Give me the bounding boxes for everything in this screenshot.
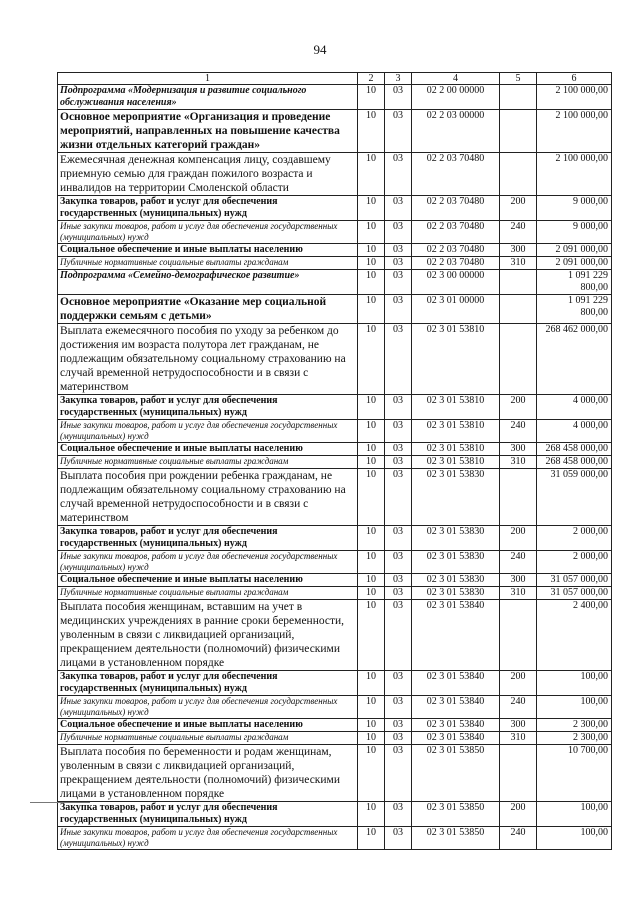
row-target-code: 02 3 01 53850 [412, 827, 500, 850]
row-amount: 31 057 000,00 [537, 587, 612, 600]
row-amount: 2 091 000,00 [537, 257, 612, 270]
row-section: 10 [358, 802, 385, 827]
row-description: Закупка товаров, работ и услуг для обеспечения государственных (муниципальных) нужд [58, 196, 358, 221]
row-description: Основное мероприятие «Оказание мер социальной поддержки семьям с детьми» [58, 295, 358, 324]
row-amount: 100,00 [537, 696, 612, 719]
row-subsection: 03 [385, 600, 412, 671]
table-row [58, 600, 612, 671]
row-description: Подпрограмма «Модернизация и развитие социального обслуживания населения» [58, 85, 358, 110]
row-section: 10 [358, 420, 385, 443]
table-body [58, 85, 612, 850]
row-amount: 268 462 000,00 [537, 324, 612, 395]
row-description: Публичные нормативные социальные выплаты гражданам [58, 257, 358, 270]
row-section: 10 [358, 469, 385, 526]
header-cell-6: 6 [537, 73, 612, 85]
row-expense-type [500, 600, 537, 671]
row-description: Основное мероприятие «Организация и проведение мероприятий, направленных на повышение качества жизни отдельных категорий граждан» [58, 110, 358, 153]
row-section: 10 [358, 745, 385, 802]
row-expense-type: 200 [500, 802, 537, 827]
row-amount: 2 100 000,00 [537, 85, 612, 110]
row-target-code: 02 3 01 53850 [412, 745, 500, 802]
row-section: 10 [358, 270, 385, 295]
row-description: Иные закупки товаров, работ и услуг для обеспечения государственных (муниципальных) нужд [58, 420, 358, 443]
row-amount: 2 091 000,00 [537, 244, 612, 257]
row-expense-type: 300 [500, 244, 537, 257]
row-subsection: 03 [385, 244, 412, 257]
row-description: Социальное обеспечение и иные выплаты населению [58, 719, 358, 732]
row-amount: 31 059 000,00 [537, 469, 612, 526]
row-target-code: 02 3 01 53840 [412, 732, 500, 745]
row-subsection: 03 [385, 420, 412, 443]
row-description: Иные закупки товаров, работ и услуг для обеспечения государственных (муниципальных) нужд [58, 551, 358, 574]
row-target-code: 02 3 01 53830 [412, 526, 500, 551]
row-section: 10 [358, 671, 385, 696]
row-target-code: 02 3 01 53830 [412, 551, 500, 574]
row-amount: 2 100 000,00 [537, 110, 612, 153]
row-expense-type [500, 745, 537, 802]
row-description: Подпрограмма «Семейно-демографическое развитие» [58, 270, 358, 295]
row-expense-type: 240 [500, 827, 537, 850]
row-section: 10 [358, 443, 385, 456]
row-description: Иные закупки товаров, работ и услуг для обеспечения государственных (муниципальных) нужд [58, 696, 358, 719]
row-expense-type: 310 [500, 732, 537, 745]
table-row [58, 257, 612, 270]
row-subsection: 03 [385, 85, 412, 110]
row-amount: 1 091 229 800,00 [537, 295, 612, 324]
row-amount: 10 700,00 [537, 745, 612, 802]
table-row [58, 196, 612, 221]
row-amount: 100,00 [537, 802, 612, 827]
row-section: 10 [358, 153, 385, 196]
row-subsection: 03 [385, 671, 412, 696]
row-section: 10 [358, 221, 385, 244]
row-expense-type [500, 153, 537, 196]
table-row [58, 270, 612, 295]
row-section: 10 [358, 110, 385, 153]
row-description: Социальное обеспечение и иные выплаты населению [58, 443, 358, 456]
row-section: 10 [358, 196, 385, 221]
row-description: Публичные нормативные социальные выплаты гражданам [58, 456, 358, 469]
row-target-code: 02 2 03 70480 [412, 221, 500, 244]
row-target-code: 02 3 01 53830 [412, 469, 500, 526]
table-row [58, 395, 612, 420]
row-expense-type: 300 [500, 443, 537, 456]
row-amount: 2 400,00 [537, 600, 612, 671]
row-target-code: 02 2 03 70480 [412, 244, 500, 257]
header-cell-4: 4 [412, 73, 500, 85]
row-section: 10 [358, 600, 385, 671]
row-section: 10 [358, 732, 385, 745]
row-description: Ежемесячная денежная компенсация лицу, создавшему приемную семью для граждан пожилого возраста и инвалидов на территории Смоленской области [58, 153, 358, 196]
row-amount: 2 100 000,00 [537, 153, 612, 196]
row-expense-type [500, 324, 537, 395]
row-description: Закупка товаров, работ и услуг для обеспечения государственных (муниципальных) нужд [58, 802, 358, 827]
table-header-row [58, 73, 612, 85]
row-description: Социальное обеспечение и иные выплаты населению [58, 574, 358, 587]
row-description: Публичные нормативные социальные выплаты гражданам [58, 732, 358, 745]
row-subsection: 03 [385, 153, 412, 196]
row-expense-type: 310 [500, 456, 537, 469]
row-expense-type: 200 [500, 395, 537, 420]
table-row [58, 526, 612, 551]
row-section: 10 [358, 85, 385, 110]
row-target-code: 02 3 01 53810 [412, 456, 500, 469]
row-description: Выплата пособия по беременности и родам женщинам, уволенным в связи с ликвидацией организаций, прекращением деятельности (полномочий) физическими лицами в установленном порядке [58, 745, 358, 802]
row-description: Закупка товаров, работ и услуг для обеспечения государственных (муниципальных) нужд [58, 395, 358, 420]
row-amount: 100,00 [537, 671, 612, 696]
row-target-code: 02 3 01 53810 [412, 443, 500, 456]
table-row [58, 802, 612, 827]
row-expense-type: 240 [500, 551, 537, 574]
row-expense-type: 310 [500, 257, 537, 270]
table-row [58, 110, 612, 153]
table-row [58, 551, 612, 574]
row-description: Иные закупки товаров, работ и услуг для обеспечения государственных (муниципальных) нужд [58, 221, 358, 244]
row-target-code: 02 3 01 53840 [412, 719, 500, 732]
row-subsection: 03 [385, 696, 412, 719]
row-target-code: 02 3 01 53830 [412, 574, 500, 587]
table-row [58, 153, 612, 196]
row-amount: 31 057 000,00 [537, 574, 612, 587]
table-row [58, 719, 612, 732]
row-expense-type: 300 [500, 719, 537, 732]
row-expense-type: 200 [500, 671, 537, 696]
row-amount: 2 000,00 [537, 551, 612, 574]
table-row [58, 295, 612, 324]
row-amount: 4 000,00 [537, 395, 612, 420]
row-description: Публичные нормативные социальные выплаты гражданам [58, 587, 358, 600]
row-expense-type: 240 [500, 420, 537, 443]
table-row [58, 671, 612, 696]
budget-table [57, 72, 612, 850]
row-description: Выплата пособия при рождении ребенка гражданам, не подлежащим обязательному социальному страхованию на случай временной нетрудоспособности и в связи с материнством [58, 469, 358, 526]
row-expense-type [500, 270, 537, 295]
row-section: 10 [358, 719, 385, 732]
row-subsection: 03 [385, 469, 412, 526]
row-subsection: 03 [385, 221, 412, 244]
row-subsection: 03 [385, 456, 412, 469]
row-section: 10 [358, 551, 385, 574]
row-amount: 9 000,00 [537, 196, 612, 221]
row-description: Выплата пособия женщинам, вставшим на учет в медицинских учреждениях в ранние сроки беременности, уволенным в связи с ликвидацией организаций, прекращением деятельности (полномочий) физическими лицами в установленном порядке [58, 600, 358, 671]
row-subsection: 03 [385, 802, 412, 827]
header-cell-2: 2 [358, 73, 385, 85]
row-target-code: 02 3 01 53810 [412, 324, 500, 395]
row-subsection: 03 [385, 295, 412, 324]
table-row [58, 587, 612, 600]
table-row [58, 574, 612, 587]
row-target-code: 02 3 01 53810 [412, 395, 500, 420]
row-expense-type: 240 [500, 696, 537, 719]
row-subsection: 03 [385, 257, 412, 270]
row-target-code: 02 3 01 53810 [412, 420, 500, 443]
table-row [58, 456, 612, 469]
row-expense-type [500, 110, 537, 153]
row-expense-type [500, 295, 537, 324]
row-section: 10 [358, 587, 385, 600]
row-subsection: 03 [385, 196, 412, 221]
row-subsection: 03 [385, 110, 412, 153]
table-row [58, 443, 612, 456]
row-section: 10 [358, 526, 385, 551]
row-amount: 2 000,00 [537, 526, 612, 551]
row-target-code: 02 3 01 53830 [412, 587, 500, 600]
row-subsection: 03 [385, 395, 412, 420]
row-target-code: 02 2 03 70480 [412, 153, 500, 196]
row-target-code: 02 3 01 53840 [412, 696, 500, 719]
row-subsection: 03 [385, 551, 412, 574]
row-description: Выплата ежемесячного пособия по уходу за ребенком до достижения им возраста полутора лет гражданам, не подлежащим обязательному социальному страхованию на случай временной нетрудоспособности и в связи с материнством [58, 324, 358, 395]
row-subsection: 03 [385, 443, 412, 456]
scan-mark-line [30, 802, 90, 803]
row-subsection: 03 [385, 324, 412, 395]
row-target-code: 02 3 01 53840 [412, 600, 500, 671]
row-target-code: 02 3 01 00000 [412, 295, 500, 324]
row-target-code: 02 2 00 00000 [412, 85, 500, 110]
table-row [58, 221, 612, 244]
row-section: 10 [358, 244, 385, 257]
row-target-code: 02 3 01 53840 [412, 671, 500, 696]
row-section: 10 [358, 696, 385, 719]
row-amount: 4 000,00 [537, 420, 612, 443]
row-section: 10 [358, 574, 385, 587]
header-cell-3: 3 [385, 73, 412, 85]
row-target-code: 02 3 01 53850 [412, 802, 500, 827]
row-section: 10 [358, 395, 385, 420]
table-row [58, 244, 612, 257]
header-cell-1: 1 [58, 73, 358, 85]
row-section: 10 [358, 827, 385, 850]
row-subsection: 03 [385, 270, 412, 295]
row-amount: 268 458 000,00 [537, 456, 612, 469]
row-amount: 268 458 000,00 [537, 443, 612, 456]
row-target-code: 02 2 03 70480 [412, 196, 500, 221]
row-target-code: 02 2 03 70480 [412, 257, 500, 270]
row-subsection: 03 [385, 745, 412, 802]
row-subsection: 03 [385, 574, 412, 587]
table-row [58, 732, 612, 745]
row-amount: 100,00 [537, 827, 612, 850]
row-expense-type [500, 469, 537, 526]
row-description: Социальное обеспечение и иные выплаты населению [58, 244, 358, 257]
row-section: 10 [358, 295, 385, 324]
table-row [58, 745, 612, 802]
row-section: 10 [358, 257, 385, 270]
row-amount: 9 000,00 [537, 221, 612, 244]
row-subsection: 03 [385, 526, 412, 551]
page-number: 94 [313, 42, 327, 57]
row-subsection: 03 [385, 827, 412, 850]
row-amount: 2 300,00 [537, 719, 612, 732]
table-row [58, 420, 612, 443]
row-expense-type: 300 [500, 574, 537, 587]
row-expense-type: 200 [500, 196, 537, 221]
row-target-code: 02 3 00 00000 [412, 270, 500, 295]
row-subsection: 03 [385, 587, 412, 600]
row-subsection: 03 [385, 719, 412, 732]
row-subsection: 03 [385, 732, 412, 745]
row-amount: 1 091 229 800,00 [537, 270, 612, 295]
header-cell-5: 5 [500, 73, 537, 85]
table-row [58, 827, 612, 850]
row-expense-type [500, 85, 537, 110]
row-description: Иные закупки товаров, работ и услуг для обеспечения государственных (муниципальных) нужд [58, 827, 358, 850]
table-row [58, 85, 612, 110]
row-section: 10 [358, 324, 385, 395]
table-row [58, 696, 612, 719]
table-row [58, 324, 612, 395]
table-row [58, 469, 612, 526]
row-expense-type: 240 [500, 221, 537, 244]
row-section: 10 [358, 456, 385, 469]
row-expense-type: 200 [500, 526, 537, 551]
row-target-code: 02 2 03 00000 [412, 110, 500, 153]
row-description: Закупка товаров, работ и услуг для обеспечения государственных (муниципальных) нужд [58, 526, 358, 551]
row-description: Закупка товаров, работ и услуг для обеспечения государственных (муниципальных) нужд [58, 671, 358, 696]
row-amount: 2 300,00 [537, 732, 612, 745]
row-expense-type: 310 [500, 587, 537, 600]
